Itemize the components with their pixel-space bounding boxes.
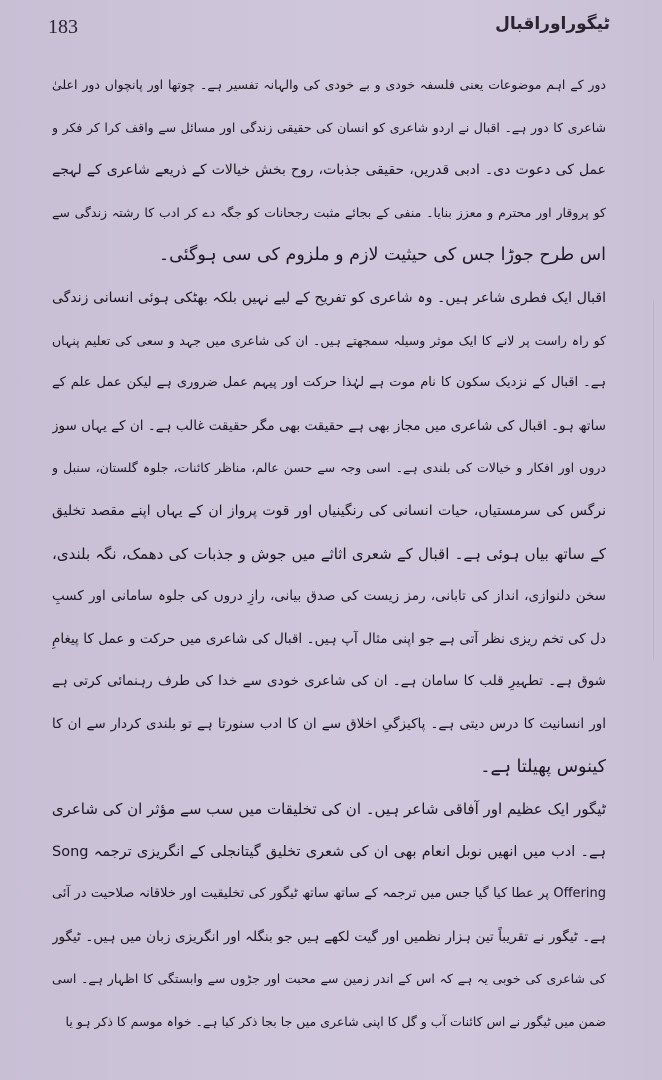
text-line: ٹیگور ایک عظیم اور آفاقی شاعر ہیں۔ ان کی تخلیقات میں سب سے مؤثر ان کی شاعری — [52, 800, 606, 819]
text-line: دروں اور افکار و خیالات کی بلندی ہے۔ اسی وجہ سے حسن عالم، مناظر کائنات، جلوہ گلستان، سنبل و — [52, 460, 606, 476]
text-line: شوق ہے۔ تطہیرِ قلب کا سامان ہے۔ ان کی شاعری خودی سے خدا کی طرف رہنمائی کرتی ہے — [52, 673, 606, 690]
paragraph — [52, 64, 606, 277]
text-line: ضمن میں ٹیگور نے اس کائنات آب و گل کا اپنی شاعری میں جا بجا ذکر کیا ہے۔ خواہ موسم کا ذکر ہو یا — [65, 1014, 606, 1030]
text-line: ہے۔ اقبال کے نزدیک سکون کا نام موت ہے لہٰذا حرکت اور پیہم عمل ضروری ہے لیکن عمل علم کے — [52, 375, 606, 391]
text-line: نرگس کی سرمستیاں، حیات انسانی کی رنگینیاں اور قوت پرواز ان کے یہاں اپنے مقصد تخلیق — [52, 502, 606, 519]
text-line: کینوس پھیلتا ہے۔ — [480, 756, 606, 777]
paragraph — [52, 277, 606, 788]
page-header — [48, 10, 610, 50]
text-line: دور کے اہم موضوعات یعنی فلسفہ خودی و بے خودی کی والہانہ تفسیر ہے۔ چوتھا اور پانچواں دور اعلیٰ — [52, 77, 606, 92]
body-text — [52, 64, 606, 1044]
text-line: اقبال ایک فطری شاعر ہیں۔ وہ شاعری کو تفریح کے لیے نہیں بلکہ بھٹکی ہوئی انسانی زندگی — [52, 289, 606, 306]
text-line: کی شاعری کی خوبی یہ ہے کہ اس کے اندر زمین سے محبت اور جڑوں سے وابستگی کا اظہار ہے۔ اسی — [52, 971, 606, 987]
text-line: ہے۔ ٹیگور نے تقریباً تین ہزار نظمیں اور گیت لکھے ہیں جو بنگلہ اور انگریزی زبان میں ہیں۔ ٹیگور — [52, 928, 606, 945]
text-line: ہے۔ ادب میں انھیں نوبل انعام بھی ان کی شعری تخلیق گیتانجلی کے انگریزی ترجمہ Song — [52, 843, 606, 860]
text-line: دل کی تخم ریزی نظر آتی ہے جو اپنی مثال آپ ہیں۔ اقبال کی شاعری میں حرکت و عمل کا پیغامِ — [52, 630, 606, 647]
text-line: سخن دلنوازی، انداز کی تابانی، رمز زیست کی صدق بیانی، رازِ دروں کی جلوہ سامانی اور کسبِ — [52, 588, 606, 605]
text-line: ساتھ ہو۔ اقبال کی شاعری میں مجاز بھی ہے حقیقت بھی مگر حقیقت غالب ہے۔ ان کے یہاں سوز — [52, 417, 606, 434]
text-line: شاعری کا دور ہے۔ اقبال نے اردو شاعری کو انسان کی حقیقی زندگی اور مسائل سے واقف کرا کر فکر و — [52, 119, 606, 135]
text-line: کو راہ راست پر لانے کا ایک موثر وسیلہ سمجھتے ہیں۔ ان کی شاعری میں جہد و سعی کی تعلیم پنہاں — [52, 332, 606, 348]
paragraph — [52, 788, 606, 1044]
page-number: 183 — [48, 16, 78, 38]
text-line: اس طرح جوڑا جس کی حیثیت لازم و ملزوم کی سی ہوگئی۔ — [158, 245, 606, 266]
text-line: کے ساتھ بیاں ہوئی ہے۔ اقبال کے شعری اثاثے میں جوش و جذبات کی دھمک، نگہ بلندی، — [52, 544, 606, 563]
page-edge-line — [653, 300, 654, 660]
text-line: عمل کی دعوت دی۔ ادبی قدریں، حقیقی جذبات، روح بخش خیالات کے ذریعے شاعری کے لہجے — [52, 162, 606, 179]
text-line: کو پروقار اور محترم و معزز بنایا۔ منفی کے بجائے مثبت رجحانات کو جگہ دے کر ادب کا رشتہ زندگی سے — [52, 204, 606, 220]
text-line: Offering پر عطا کیا گیا جس میں ترجمہ کے ساتھ ساتھ ٹیگور کی تخلیقیت اور خلاقانہ صلاحیت در آئی — [52, 886, 606, 902]
text-line: اور انسانیت کا درس دیتی ہے۔ پاکیزگیِ اخلاق سے ان کا ادب سنورتا ہے تو بلندی کردار سے ان کا — [52, 715, 606, 732]
running-title: ٹیگوراوراقبال — [495, 14, 610, 34]
